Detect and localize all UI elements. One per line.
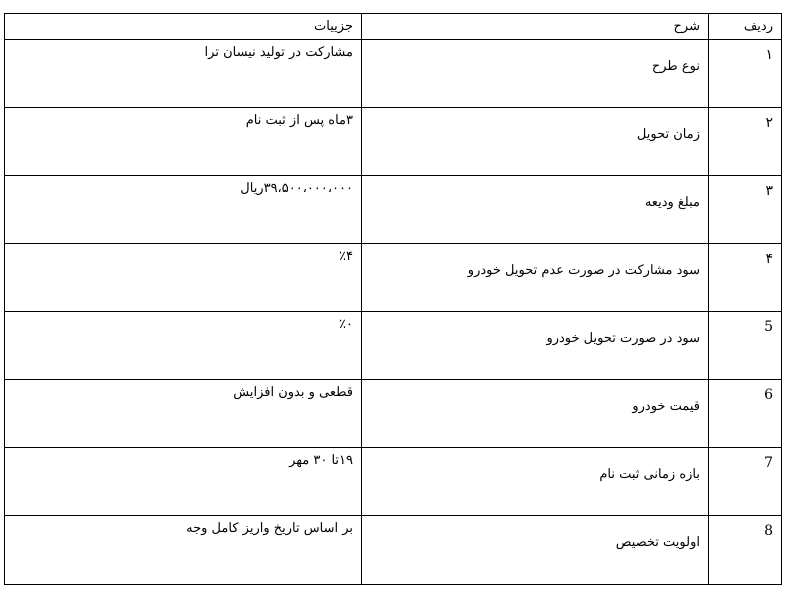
details-cell: ۳ماه پس از ثبت نام bbox=[5, 108, 362, 176]
row-number-cell: ۱ bbox=[709, 40, 782, 108]
description-cell: نوع طرح bbox=[362, 40, 709, 108]
details-cell: قطعی و بدون افزایش bbox=[5, 380, 362, 448]
description-cell: سود مشارکت در صورت عدم تحویل خودرو bbox=[362, 244, 709, 312]
header-details: جزییات bbox=[5, 14, 362, 40]
row-number-cell: ۳ bbox=[709, 176, 782, 244]
details-cell: ٪۰ bbox=[5, 312, 362, 380]
details-cell: ٪۴ bbox=[5, 244, 362, 312]
details-table bbox=[4, 13, 782, 585]
description-cell: مبلغ ودیعه bbox=[362, 176, 709, 244]
row-number-cell: 5 bbox=[709, 312, 782, 380]
description-cell: بازه زمانی ثبت نام bbox=[362, 448, 709, 516]
table-row bbox=[5, 176, 782, 244]
table-row bbox=[5, 40, 782, 108]
table-row bbox=[5, 108, 782, 176]
row-number-cell: 6 bbox=[709, 380, 782, 448]
table-row bbox=[5, 448, 782, 516]
description-cell: اولویت تخصیص bbox=[362, 516, 709, 585]
header-row-number: ردیف bbox=[709, 14, 782, 40]
table-header-row bbox=[5, 14, 782, 40]
description-cell: قیمت خودرو bbox=[362, 380, 709, 448]
description-cell: زمان تحویل bbox=[362, 108, 709, 176]
details-cell: ۳۹،۵۰۰،۰۰۰،۰۰۰ریال bbox=[5, 176, 362, 244]
row-number-cell: 7 bbox=[709, 448, 782, 516]
details-cell: بر اساس تاریخ واریز کامل وجه bbox=[5, 516, 362, 585]
description-cell: سود در صورت تحویل خودرو bbox=[362, 312, 709, 380]
row-number-cell: ۲ bbox=[709, 108, 782, 176]
row-number-cell: ۴ bbox=[709, 244, 782, 312]
details-cell: ۱۹تا ۳۰ مهر bbox=[5, 448, 362, 516]
row-number-cell: 8 bbox=[709, 516, 782, 585]
header-description: شرح bbox=[362, 14, 709, 40]
details-cell: مشارکت در تولید نیسان ترا bbox=[5, 40, 362, 108]
table-row bbox=[5, 312, 782, 380]
table-row bbox=[5, 380, 782, 448]
table-row bbox=[5, 244, 782, 312]
table-row bbox=[5, 516, 782, 585]
